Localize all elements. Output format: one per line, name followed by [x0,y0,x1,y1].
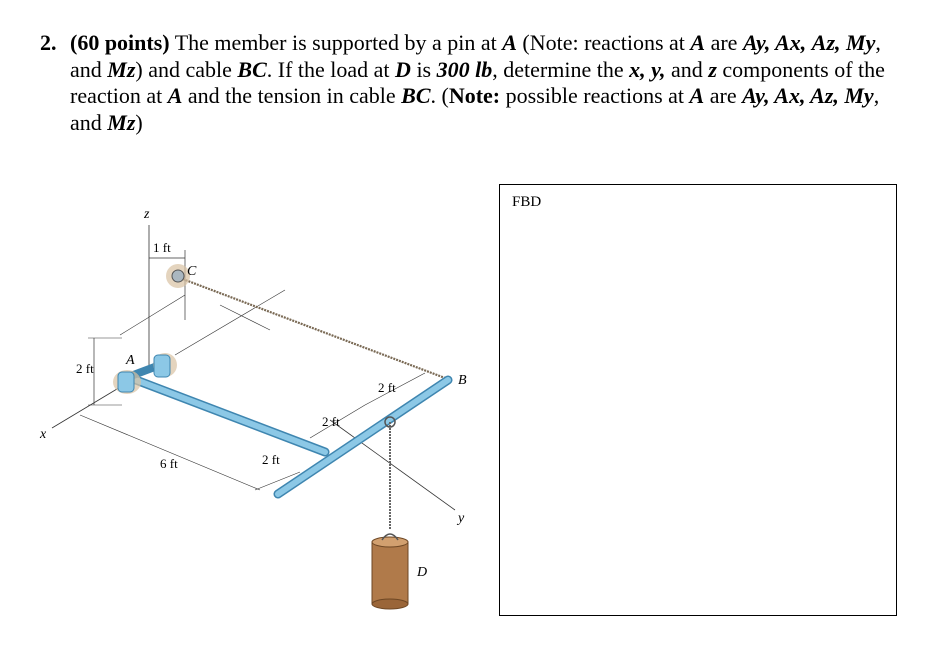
problem-text-part: BC [237,56,267,82]
problem-text-part: The member is supported by a pin at [169,30,503,55]
problem-text-part: A [502,30,517,55]
problem-text-part: A [689,83,705,108]
label-y: y [458,511,465,526]
problem-text-part: are [705,30,743,55]
problem-text-part: ) and cable [135,56,238,82]
member-figure [30,190,500,630]
problem-text-part: BC [401,83,431,108]
label-a: A [126,353,135,368]
problem-body [70,30,910,136]
problem-text-part: x, y, [629,56,666,82]
dim-6ft-label: 6 ft [160,456,178,471]
label-b: B [458,373,467,388]
problem-text-part: Ay, Ax, [742,30,807,55]
problem-text [70,30,885,135]
fbd-box[interactable] [499,184,897,616]
guide-line-2 [175,290,285,355]
problem-number: 2. [40,30,57,55]
problem-text-part: Note: [448,83,501,108]
problem-text-part: , and [70,83,880,135]
dim-2ft-bottom-label: 2 ft [262,452,280,467]
cable-bc [180,278,445,378]
problem-text-part: Mz [107,56,136,82]
label-d: D [417,565,428,580]
problem-text-part: A [690,30,706,55]
problem-text-part: (Note: reactions at [516,30,691,55]
problem-text-part: . ( [430,83,449,108]
problem-text-part: Az, My [811,30,876,55]
problem-text-part: Mz [107,109,136,135]
dim-2ft-top-label: 2 ft [378,380,396,395]
problem-text-part: possible reactions at [500,83,690,108]
dim-2ft-mid-label: 2 ft [322,414,340,429]
dim-1ft-label: 1 ft [153,240,171,255]
problem-text-part: D [395,56,411,82]
problem-text-part: and the tension in cable [182,83,402,108]
problem-text-part: z [708,56,717,82]
weight-d [372,534,408,609]
label-x: x [40,427,47,442]
label-z: z [144,207,150,222]
problem-text-part: and [665,56,709,82]
problem-points: (60 points) [70,30,170,55]
problem-text-part: Ay, Ax, Az, My [742,83,874,108]
problem-text-part: is [410,56,437,82]
problem-statement [40,30,900,135]
member-rods [128,365,448,494]
problem-text-part: are [704,83,743,108]
problem-text-part: , determine the [492,56,630,82]
dim-6ft-line [80,415,260,490]
problem-text-part: 300 lb [436,56,493,82]
fbd-label: FBD [512,194,542,210]
problem-text-part: A [167,83,183,108]
dim-2ft-left-label: 2 ft [76,361,94,376]
problem-text-part: ) [135,109,143,135]
guide-line-1 [120,295,185,335]
problem-text-part: , and [70,30,881,82]
problem-text-part: . If the load at [266,56,396,82]
problem-text-part: components of the reaction at [70,56,885,108]
y-axis [330,420,455,510]
label-c: C [187,264,197,279]
